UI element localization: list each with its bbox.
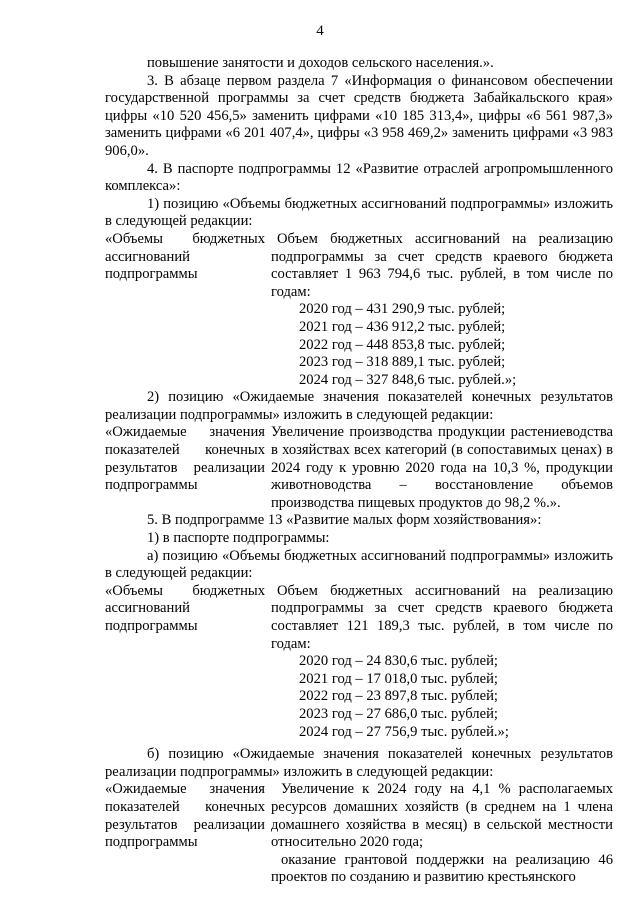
budget-year-row: 2020 год – 431 290,9 тыс. рублей;: [299, 301, 506, 318]
table-results-subprogram-13: [105, 781, 613, 887]
result-item: оказание грантовой поддержки на реализацию 46 проектов по созданию и развитию крестьянского: [271, 851, 613, 886]
page-number: 4: [316, 23, 324, 39]
budget-year-row: 2022 год – 448 853,8 тыс. рублей;: [299, 336, 506, 353]
budget-description: Объем бюджетных ассигнований на реализацию подпрограммы за счет средств краевого бюджета составляет 121 189,3 тыс. рублей, в том числе по годам:: [271, 582, 613, 652]
table-value: Увеличение производства продукции растениеводства в хозяйствах всех категорий (в сопоставимых ценах) в 2024 году к уровню 2020 года на 10,3 %, продукции животноводства – восстановление объемов производства пищевых продуктов до 98,2 %.».: [271, 424, 613, 511]
table-budget-subprogram-13: [105, 583, 613, 741]
budget-year-row: 2023 год – 318 889,1 тыс. рублей;: [299, 354, 506, 371]
paragraph-item-4: 4. В паспорте подпрограммы 12 «Развитие отраслей агропромышленного комплекса»:: [105, 160, 613, 195]
paragraph-item-4-2: 2) позицию «Ожидаемые значения показателей конечных результатов реализации подпрограммы» изложить в следующей редакции:: [105, 389, 613, 423]
paragraph-item-5-1-b: б) позицию «Ожидаемые значения показателей конечных результатов реализации подпрограммы» изложить в следующей редакции:: [105, 746, 613, 780]
table-results-subprogram-12: [105, 424, 613, 512]
budget-year-row: 2023 год – 27 686,0 тыс. рублей;: [299, 705, 498, 722]
paragraph-item-5-1-a: а) позицию «Объемы бюджетных ассигнований подпрограммы» изложить в следующей редакции:: [105, 547, 613, 582]
table-label: «Объемы бюджетных ассигнований подпрограммы: [105, 230, 265, 283]
table-budget-subprogram-12: [105, 231, 613, 389]
table-label: «Объемы бюджетных ассигнований подпрограммы: [105, 582, 265, 634]
budget-year-row: 2021 год – 436 912,2 тыс. рублей;: [299, 318, 506, 335]
result-item: Увеличение к 2024 году на 4,1 % располагаемых ресурсов домашних хозяйств (в среднем на 1 члена домашнего хозяйства в месяц) в сельской местности относительно 2020 года;: [271, 781, 613, 851]
budget-year-row: 2020 год – 24 830,6 тыс. рублей;: [299, 653, 498, 670]
table-value: [265, 781, 613, 887]
document-body: [105, 55, 613, 887]
table-label: «Ожидаемые значения показателей конечных результатов реализации подпрограммы: [105, 781, 265, 851]
paragraph-item-4-1: 1) позицию «Объемы бюджетных ассигнований подпрограммы» изложить в следующей редакции:: [105, 195, 613, 230]
budget-year-row: 2024 год – 327 848,6 тыс. рублей.»;: [299, 371, 517, 388]
paragraph-item-3: 3. В абзаце первом раздела 7 «Информация о финансовом обеспечении государственной программы за счет средств бюджета Забайкальского края» цифры «10 520 456,5» заменить цифрами «10 185 313,4», цифры «6 561 987,3» заменить цифрами «6 201 407,4», цифры «3 958 469,2» заменить цифрами «3 983 906,0».: [105, 72, 613, 159]
paragraph-1: повышение занятости и доходов сельского населения.».: [147, 55, 494, 71]
budget-description: Объем бюджетных ассигнований на реализацию подпрограммы за счет средств краевого бюджета составляет 1 963 794,6 тыс. рублей, в том числе по годам:: [271, 230, 613, 300]
paragraph-item-5: 5. В подпрограмме 13 «Развитие малых форм хозяйствования»:: [147, 512, 542, 529]
table-value: [265, 231, 613, 389]
paragraph-item-5-1: 1) в паспорте подпрограммы:: [147, 530, 330, 547]
budget-year-row: 2022 год – 23 897,8 тыс. рублей;: [299, 688, 498, 705]
budget-year-row: 2021 год – 17 018,0 тыс. рублей;: [299, 670, 498, 687]
table-label: «Ожидаемые значения показателей конечных результатов реализации подпрограммы: [105, 424, 265, 494]
budget-year-row: 2024 год – 27 756,9 тыс. рублей.»;: [299, 723, 509, 740]
table-value: [265, 583, 613, 741]
